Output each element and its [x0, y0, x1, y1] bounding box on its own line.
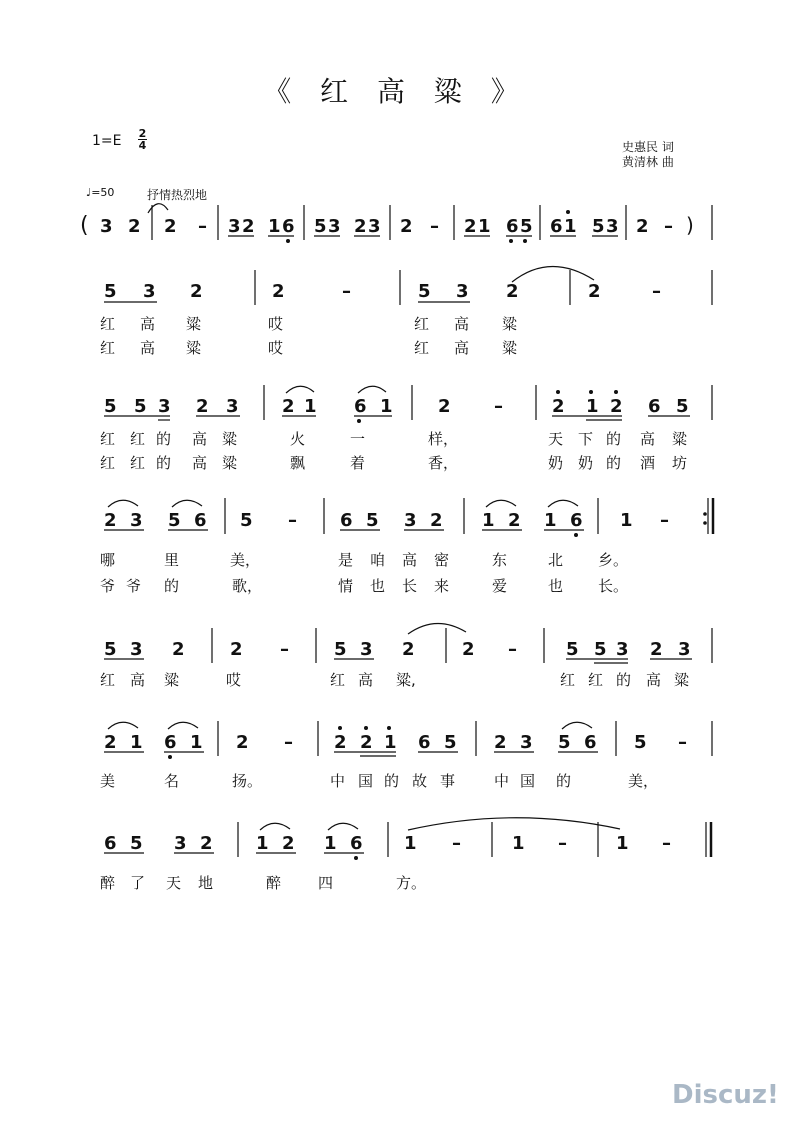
lyric-syllable: 的 [616, 671, 632, 689]
svg-text:–: – [558, 833, 567, 854]
svg-text:1: 1 [268, 216, 281, 237]
svg-text:1: 1 [256, 833, 269, 854]
svg-text:5: 5 [594, 639, 607, 660]
lyric-syllable: 哪 [100, 551, 116, 569]
lyric-syllable: 红 [414, 339, 430, 357]
lyric-syllable: 香， [428, 454, 459, 472]
lyric-syllable: 乡。 [598, 551, 629, 569]
svg-text:2: 2 [104, 732, 117, 753]
svg-text:2: 2 [172, 639, 185, 660]
lyric-syllable: 来 [434, 577, 450, 595]
lyric-syllable: 红 [330, 671, 346, 689]
lyric-syllable: 国 [520, 772, 536, 790]
svg-text:–: – [198, 216, 207, 237]
meter-top: 2 [138, 127, 147, 140]
svg-text:5: 5 [130, 833, 143, 854]
lyric-syllable: 粱 [186, 315, 202, 333]
svg-text:2: 2 [354, 216, 367, 237]
svg-text:5: 5 [520, 216, 533, 237]
svg-text:3: 3 [404, 510, 417, 531]
lyric-syllable: 红 [560, 671, 576, 689]
svg-text:5: 5 [168, 510, 181, 531]
watermark: Discuz! [672, 1080, 779, 1110]
lyric-syllable: 国 [358, 772, 374, 790]
svg-text:1: 1 [512, 833, 525, 854]
svg-text:2: 2 [588, 281, 601, 302]
svg-text:–: – [288, 510, 297, 531]
svg-text:2: 2 [200, 833, 213, 854]
svg-text:2: 2 [282, 396, 295, 417]
svg-text:2: 2 [494, 732, 507, 753]
lyric-syllable: 方。 [396, 874, 427, 892]
lyric-syllable: 也 [548, 577, 564, 595]
lyric-syllable: 样， [428, 430, 459, 448]
svg-text:5: 5 [558, 732, 571, 753]
lyric-syllable: 中 [330, 772, 346, 790]
svg-text:2: 2 [334, 732, 347, 753]
lyric-syllable: 酒 [640, 454, 656, 472]
svg-text:–: – [652, 281, 661, 302]
svg-text:2: 2 [552, 396, 565, 417]
svg-text:2: 2 [128, 216, 141, 237]
svg-text:1: 1 [324, 833, 337, 854]
lyric-syllable: 醉 [100, 874, 116, 892]
lyric-syllable: 美 [100, 772, 116, 790]
lyric-syllable: 粱, [396, 671, 416, 689]
svg-text:5: 5 [366, 510, 379, 531]
composer: 黄清林 曲 [622, 155, 674, 169]
lyric-syllable: 也 [370, 577, 386, 595]
svg-text:–: – [430, 216, 439, 237]
svg-text:6: 6 [350, 833, 363, 854]
lyric-syllable: 密 [434, 551, 450, 569]
svg-text:3: 3 [328, 216, 341, 237]
svg-text:–: – [494, 396, 503, 417]
svg-text:2: 2 [508, 510, 521, 531]
svg-text:5: 5 [134, 396, 147, 417]
svg-text:2: 2 [462, 639, 475, 660]
lyric-syllable: 哎 [226, 671, 242, 689]
svg-text:6: 6 [104, 833, 117, 854]
lyric-syllable: 的 [156, 430, 172, 448]
lyric-syllable: 美， [628, 772, 659, 790]
svg-text:–: – [660, 510, 669, 531]
lyric-syllable: 故 [412, 772, 428, 790]
lyric-syllable: 爱 [492, 577, 508, 595]
svg-text:1: 1 [304, 396, 317, 417]
lyric-syllable: 高 [140, 315, 156, 333]
lyric-syllable: 哎 [268, 339, 284, 357]
lyric-syllable: 一 [350, 430, 366, 448]
svg-text:5: 5 [104, 281, 117, 302]
lyric-syllable: 粱 [502, 339, 518, 357]
lyric-syllable: 的 [384, 772, 400, 790]
svg-text:5: 5 [676, 396, 689, 417]
lyric-syllable: 坊 [672, 454, 688, 472]
svg-text:6: 6 [506, 216, 519, 237]
lyric-syllable: 粱 [164, 671, 180, 689]
svg-text:3: 3 [226, 396, 239, 417]
svg-text:1: 1 [130, 732, 143, 753]
lyric-syllable: 中 [494, 772, 510, 790]
svg-text:3: 3 [130, 510, 143, 531]
lyric-syllable: 东 [492, 551, 508, 569]
svg-text:6: 6 [164, 732, 177, 753]
lyric-syllable: 扬。 [232, 772, 263, 790]
svg-text:1: 1 [384, 732, 397, 753]
lyric-syllable: 歌， [232, 577, 263, 595]
lyric-syllable: 粱 [502, 315, 518, 333]
svg-text:–: – [508, 639, 517, 660]
svg-text:3: 3 [456, 281, 469, 302]
lyric-syllable: 高 [454, 315, 470, 333]
expression-mark: 抒情热烈地 [147, 188, 208, 202]
lyric-syllable: 事 [440, 772, 456, 790]
lyric-syllable: 长 [402, 577, 418, 595]
lyric-syllable: 美， [230, 551, 261, 569]
svg-text:2: 2 [402, 639, 415, 660]
svg-text:2: 2 [506, 281, 519, 302]
svg-text:6: 6 [354, 396, 367, 417]
svg-text:2: 2 [438, 396, 451, 417]
lyric-syllable: 红 [100, 315, 116, 333]
svg-text:1: 1 [586, 396, 599, 417]
svg-text:6: 6 [340, 510, 353, 531]
svg-text:2: 2 [610, 396, 623, 417]
lyric-syllable: 名 [164, 772, 180, 790]
svg-text:3: 3 [228, 216, 241, 237]
lyric-syllable: 红 [100, 339, 116, 357]
lyric-syllable: 高 [192, 454, 208, 472]
lyric-syllable: 爷 [126, 577, 142, 595]
svg-text:3: 3 [678, 639, 691, 660]
svg-text:5: 5 [104, 396, 117, 417]
svg-text:2: 2 [464, 216, 477, 237]
lyric-syllable: 红 [414, 315, 430, 333]
svg-text:3: 3 [130, 639, 143, 660]
lyric-syllable: 飘 [290, 454, 306, 472]
lyric-syllable: 下 [578, 430, 594, 448]
song-title: 《 红 高 粱 》 [263, 75, 529, 108]
svg-text:3: 3 [158, 396, 171, 417]
svg-text:3: 3 [616, 639, 629, 660]
svg-text:2: 2 [272, 281, 285, 302]
lyric-syllable: 哎 [268, 315, 284, 333]
key-signature: 1=E [92, 133, 122, 149]
svg-text:6: 6 [194, 510, 207, 531]
lyric-syllable: 红 [130, 430, 146, 448]
lyric-syllable: 粱 [186, 339, 202, 357]
lyric-syllable: 长。 [598, 577, 629, 595]
svg-text:1: 1 [616, 833, 629, 854]
svg-text:2: 2 [400, 216, 413, 237]
lyric-syllable: 红 [100, 430, 116, 448]
svg-text:6: 6 [418, 732, 431, 753]
svg-text:3: 3 [174, 833, 187, 854]
lyric-syllable: 高 [402, 551, 418, 569]
lyric-syllable: 着 [350, 454, 366, 472]
svg-text:–: – [664, 216, 673, 237]
meter-bottom: 4 [138, 139, 147, 152]
svg-text:2: 2 [242, 216, 255, 237]
svg-text:): ) [686, 213, 694, 237]
svg-text:–: – [284, 732, 293, 753]
svg-text:5: 5 [634, 732, 647, 753]
lyric-syllable: 粱 [674, 671, 690, 689]
lyric-syllable: 高 [140, 339, 156, 357]
lyric-syllable: 粱 [222, 430, 238, 448]
svg-text:2: 2 [360, 732, 373, 753]
lyric-syllable: 红 [130, 454, 146, 472]
svg-text:2: 2 [196, 396, 209, 417]
lyricist: 史惠民 词 [622, 140, 674, 154]
lyric-syllable: 的 [606, 430, 622, 448]
svg-text:2: 2 [164, 216, 177, 237]
lyric-syllable: 地 [198, 874, 214, 892]
svg-text:1: 1 [564, 216, 577, 237]
svg-text:6: 6 [282, 216, 295, 237]
svg-text:2: 2 [104, 510, 117, 531]
lyric-syllable: 奶 [578, 454, 594, 472]
svg-text:3: 3 [143, 281, 156, 302]
svg-text:6: 6 [570, 510, 583, 531]
svg-text:2: 2 [282, 833, 295, 854]
lyric-syllable: 的 [156, 454, 172, 472]
lyric-syllable: 了 [130, 874, 146, 892]
lyric-syllable: 高 [640, 430, 656, 448]
lyric-syllable: 咱 [370, 551, 386, 569]
lyric-syllable: 天 [548, 430, 564, 448]
svg-text:3: 3 [520, 732, 533, 753]
lyric-syllable: 粱 [672, 430, 688, 448]
lyric-syllable: 红 [588, 671, 604, 689]
svg-text:5: 5 [418, 281, 431, 302]
lyric-syllable: 高 [646, 671, 662, 689]
svg-text:–: – [342, 281, 351, 302]
svg-text:5: 5 [314, 216, 327, 237]
svg-text:5: 5 [334, 639, 347, 660]
lyric-syllable: 情 [338, 577, 354, 595]
lyric-syllable: 火 [290, 430, 306, 448]
lyric-syllable: 高 [192, 430, 208, 448]
lyric-syllable: 天 [166, 874, 182, 892]
lyric-syllable: 高 [454, 339, 470, 357]
svg-text:5: 5 [592, 216, 605, 237]
svg-text:2: 2 [236, 732, 249, 753]
svg-text:6: 6 [584, 732, 597, 753]
svg-text:2: 2 [636, 216, 649, 237]
svg-text:5: 5 [444, 732, 457, 753]
lyric-syllable: 的 [164, 577, 180, 595]
tempo-mark: ♩=50 [86, 186, 115, 199]
lyric-syllable: 高 [358, 671, 374, 689]
lyric-syllable: 爷 [100, 577, 116, 595]
svg-text:3: 3 [368, 216, 381, 237]
svg-text:6: 6 [550, 216, 563, 237]
lyric-syllable: 红 [100, 454, 116, 472]
svg-text:3: 3 [100, 216, 113, 237]
svg-text:1: 1 [404, 833, 417, 854]
svg-text:5: 5 [240, 510, 253, 531]
svg-text:–: – [678, 732, 687, 753]
svg-text:(: ( [80, 213, 89, 238]
svg-text:5: 5 [566, 639, 579, 660]
svg-text:1: 1 [380, 396, 393, 417]
svg-text:3: 3 [606, 216, 619, 237]
lyric-syllable: 北 [548, 551, 564, 569]
svg-text:1: 1 [190, 732, 203, 753]
lyric-syllable: 高 [130, 671, 146, 689]
lyric-syllable: 奶 [548, 454, 564, 472]
svg-text:2: 2 [650, 639, 663, 660]
svg-text:3: 3 [360, 639, 373, 660]
lyric-syllable: 里 [164, 551, 180, 569]
svg-text:1: 1 [478, 216, 491, 237]
svg-text:–: – [662, 833, 671, 854]
svg-text:2: 2 [230, 639, 243, 660]
lyric-syllable: 是 [338, 551, 354, 569]
svg-text:–: – [280, 639, 289, 660]
lyric-syllable: 的 [556, 772, 572, 790]
svg-text:2: 2 [430, 510, 443, 531]
svg-text:1: 1 [482, 510, 495, 531]
lyric-syllable: 醉 [266, 874, 282, 892]
svg-text:1: 1 [544, 510, 557, 531]
svg-text:6: 6 [648, 396, 661, 417]
lyric-syllable: 四 [318, 874, 334, 892]
lyric-syllable: 红 [100, 671, 116, 689]
svg-text:5: 5 [104, 639, 117, 660]
svg-text:1: 1 [620, 510, 633, 531]
lyric-syllable: 的 [606, 454, 622, 472]
svg-text:2: 2 [190, 281, 203, 302]
lyric-syllable: 粱 [222, 454, 238, 472]
svg-text:–: – [452, 833, 461, 854]
